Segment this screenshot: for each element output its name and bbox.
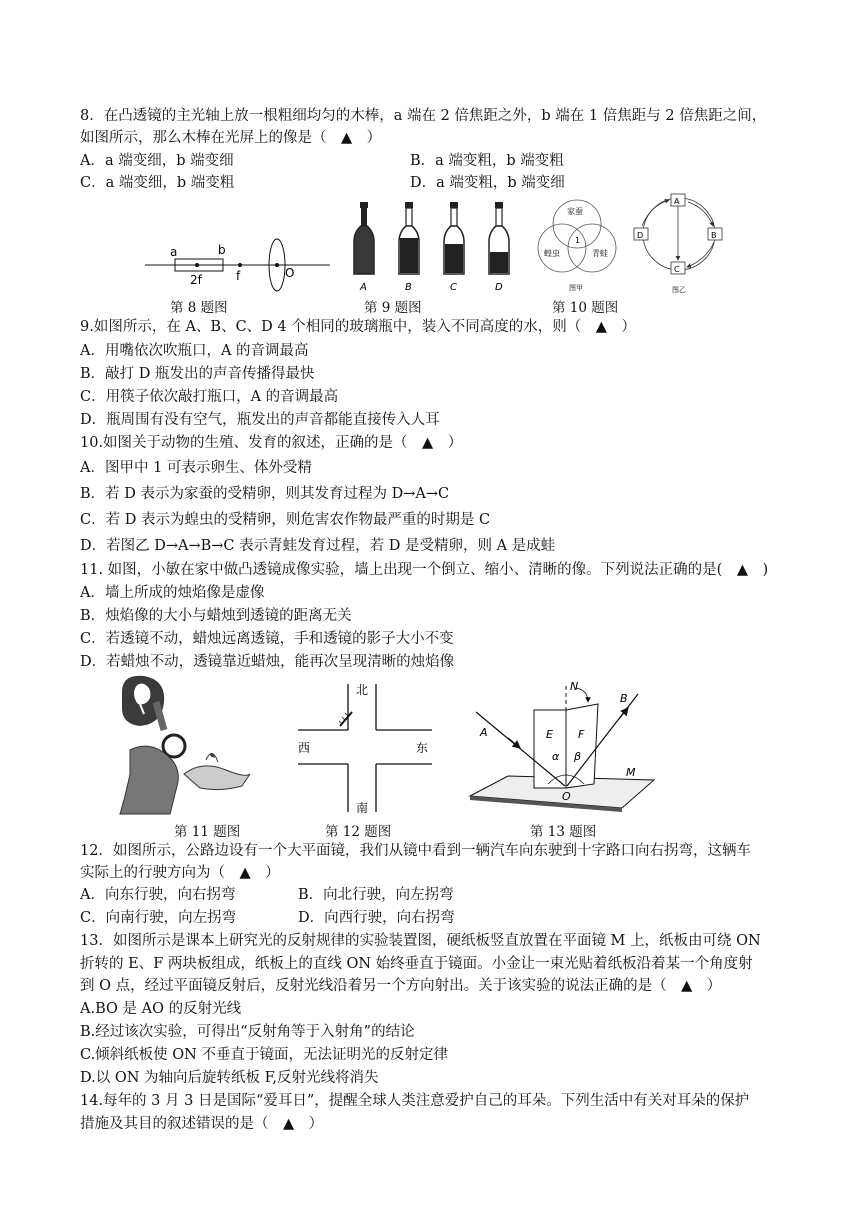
q8-option-c: C．a 端变细，b 端变粗 (80, 175, 235, 191)
fig8-caption: 第 8 题图 (170, 300, 228, 316)
q8-option-b: B．a 端变粗，b 端变粗 (410, 153, 564, 169)
fig12-label-east: 东 (416, 741, 429, 755)
fig10-cycle-diagram (626, 192, 732, 296)
q11-option-b: B．烛焰像的大小与蜡烛到透镜的距离无关 (80, 608, 352, 624)
bottle-d (489, 202, 509, 274)
fig13-reflection-apparatus (468, 676, 658, 822)
fig12-crossroads-mirror (292, 678, 442, 818)
fig9-label-c: C (450, 282, 457, 293)
q12-option-b: B．向北行驶，向左拐弯 (298, 887, 454, 903)
q8-stem-line2: 如图所示，那么木棒在光屏上的像是（ ▲ ） (80, 130, 382, 146)
fig13-label-beta: β (574, 750, 582, 763)
fig8-label-f: f (236, 269, 241, 283)
fig13-label-n: N (570, 680, 579, 693)
fig13-label-o: O (562, 790, 571, 803)
q14-stem-line1: 14.每年的 3 月 3 日是国际“爱耳日”，提醒全球人类注意爱护自己的耳朵。下列生活中有关对耳朵的保护 (80, 1093, 750, 1109)
fig11-lens-candle-illustration (110, 674, 260, 818)
q9-option-b: B．敲打 D 瓶发出的声音传播得最快 (80, 366, 315, 382)
fig12-label-south: 南 (356, 801, 369, 815)
fig10-venn-diagram (532, 196, 622, 296)
q13-option-d: D.以 ON 为轴向后旋转纸板 F,反射光线将消失 (80, 1070, 379, 1086)
fig13-label-m: M (626, 766, 636, 779)
q12-stem-line2: 实际上的行驶方向为（ ▲ ） (80, 865, 280, 881)
q12-option-c: C．向南行驶，向左拐弯 (80, 910, 237, 926)
fig10-label-yi: 图乙 (672, 286, 686, 294)
bottle-c (444, 202, 464, 274)
fig13-label-a: A (480, 726, 488, 739)
fig10-box-c: C (674, 265, 680, 274)
q8-stem-line1: 8．在凸透镜的主光轴上放一根粗细均匀的木棒，a 端在 2 倍焦距之外，b 端在 1 倍焦距与 2 倍焦距之间， (80, 108, 767, 124)
q12-stem-line1: 12．如图所示，公路边设有一个大平面镜，我们从镜中看到一辆汽车向东驶到十字路口向右拐弯，这辆车 (80, 843, 751, 859)
q8-option-d: D．a 端变粗，b 端变细 (410, 175, 565, 191)
fig10-label-locust: 蝗虫 (544, 249, 560, 258)
fig10-box-b: B (711, 231, 717, 240)
q11-option-a: A．墙上所成的烛焰像是虚像 (80, 585, 265, 601)
q14-stem-line2: 措施及其目的叙述错误的是（ ▲ ） (80, 1116, 324, 1132)
q9-option-d: D．瓶周围有没有空气，瓶发出的声音都能直接传入人耳 (80, 412, 440, 428)
q13-stem-line1: 13．如图所示是课本上研究光的反射规律的实验装置图，硬纸板竖直放置在平面镜 M 上，纸板由可绕 ON (80, 933, 761, 949)
q12-option-d: D．向西行驶，向右拐弯 (298, 910, 455, 926)
fig13-label-alpha: α (552, 750, 560, 763)
fig10-caption: 第 10 题图 (552, 300, 619, 316)
q10-option-d: D．若图乙 D→A→B→C 表示青蛙发育过程，若 D 是受精卵，则 A 是成蛙 (80, 538, 556, 554)
fig10-label-frog: 青蛙 (592, 249, 608, 258)
bottle-a (354, 202, 374, 274)
fig10-label-silkworm: 家蚕 (567, 207, 583, 216)
q11-option-d: D．若蜡烛不动，透镜靠近蜡烛，能再次呈现清晰的烛焰像 (80, 654, 455, 670)
fig10-label-center: 1 (575, 236, 581, 245)
fig11-caption: 第 11 题图 (174, 824, 241, 840)
fig10-box-d: D (637, 231, 644, 240)
fig8-label-a: a (170, 245, 178, 259)
fig9-label-d: D (495, 282, 503, 293)
fig9-caption: 第 9 题图 (364, 300, 422, 316)
fig9-bottles (348, 202, 520, 294)
fig8-label-b: b (218, 243, 226, 257)
q13-option-a: A.BO 是 AO 的反射光线 (80, 1001, 242, 1017)
fig9-label-a: A (360, 282, 367, 293)
q11-option-c: C．若透镜不动，蜡烛远离透镜，手和透镜的影子大小不变 (80, 631, 454, 647)
bottle-b (399, 202, 419, 274)
fig9-label-b: B (405, 282, 412, 293)
fig12-label-west: 西 (298, 741, 311, 755)
q9-option-a: A．用嘴依次吹瓶口，A 的音调最高 (80, 343, 309, 359)
q13-stem-line3: 到 O 点，经过平面镜反射后，反射光线沿着另一个方向射出。关于该实验的说法正确的是（ ▲ ） (80, 978, 722, 994)
fig13-caption: 第 13 题图 (530, 824, 597, 840)
fig12-label-north: 北 (356, 683, 369, 697)
q13-option-b: B.经过该次实验，可得出“反射角等于入射角”的结论 (80, 1024, 415, 1040)
q11-stem: 11. 如图，小敏在家中做凸透镜成像实验，墙上出现一个倒立、缩小、清晰的像。下列说法正确的是( ▲ ) (80, 562, 769, 578)
fig8-label-o: O (285, 266, 295, 280)
q13-option-c: C.倾斜纸板使 ON 不垂直于镜面，无法证明光的反射定律 (80, 1047, 448, 1063)
q10-option-a: A．图甲中 1 可表示卵生、体外受精 (80, 460, 312, 476)
q9-stem: 9.如图所示，在 A、B、C、D 4 个相同的玻璃瓶中，装入不同高度的水，则（ ▲ ） (80, 319, 636, 335)
q8-option-a: A．a 端变细，b 端变细 (80, 153, 234, 169)
q10-stem: 10.如图关于动物的生殖、发育的叙述，正确的是（ ▲ ） (80, 435, 463, 451)
fig13-label-b: B (620, 692, 628, 705)
fig13-label-e: E (546, 728, 553, 741)
q10-option-c: C．若 D 表示为蝗虫的受精卵，则危害农作物最严重的时期是 C (80, 512, 491, 528)
fig13-label-f: F (578, 728, 585, 741)
fig12-caption: 第 12 题图 (325, 824, 392, 840)
q12-option-a: A．向东行驶，向右拐弯 (80, 887, 236, 903)
fig10-label-jia: 图甲 (569, 284, 583, 292)
fig8-label-2f: 2f (190, 273, 202, 287)
q10-option-b: B．若 D 表示为家蚕的受精卵，则其发育过程为 D→A→C (80, 486, 450, 502)
fig10-box-a: A (674, 197, 680, 206)
fig8-lens-diagram (140, 228, 340, 298)
q13-stem-line2: 折转的 E、F 两块板组成，纸板上的直线 ON 始终垂直于镜面。小金让一束光贴着纸板沿着某一个角度射 (80, 956, 753, 972)
q9-option-c: C．用筷子依次敲打瓶口，A 的音调最高 (80, 389, 339, 405)
